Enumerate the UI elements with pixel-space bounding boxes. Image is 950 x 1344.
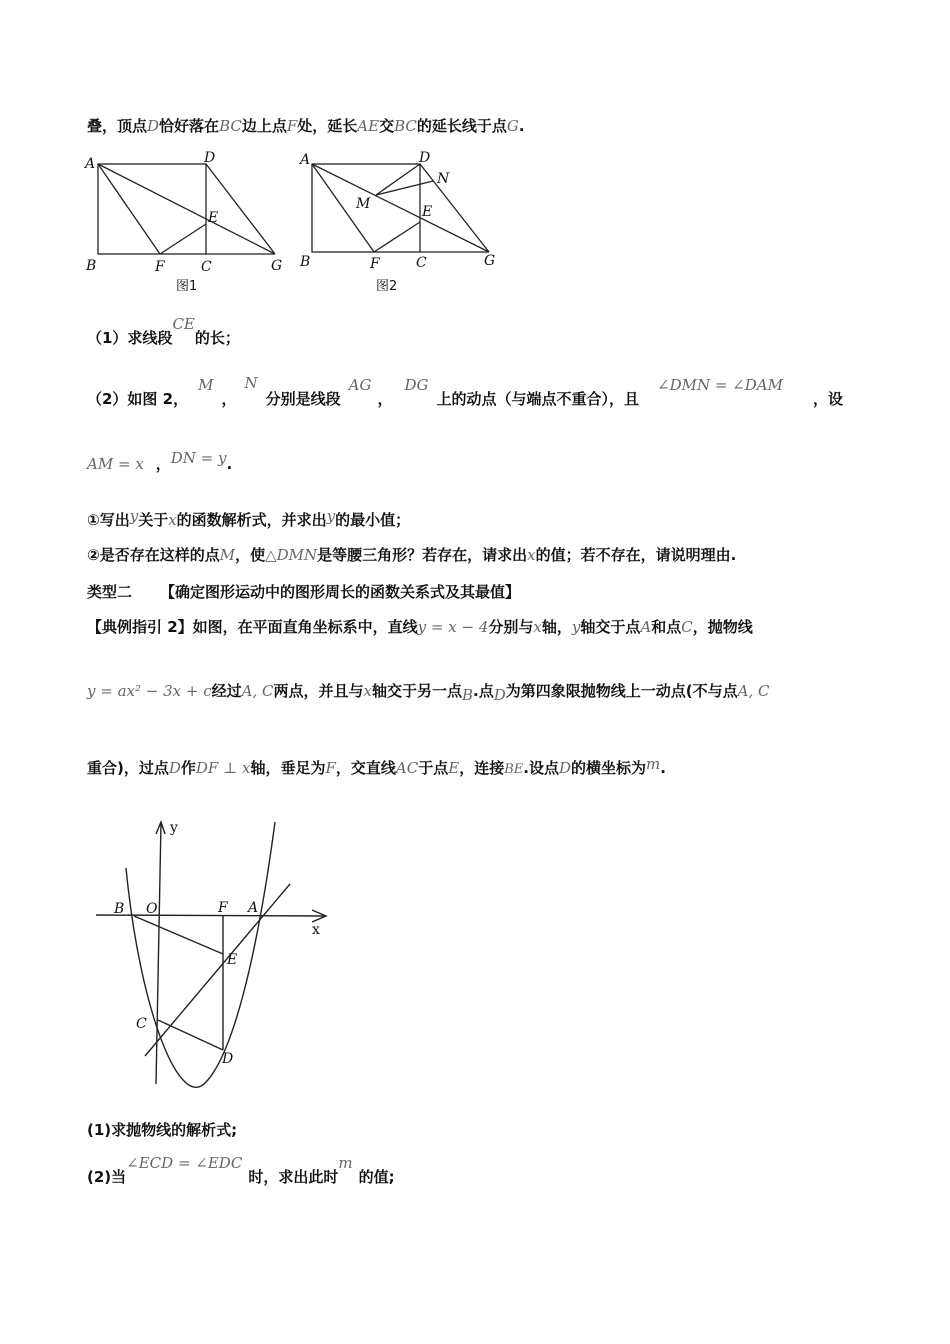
math: E xyxy=(448,759,460,777)
text: 重合)，过点 xyxy=(87,759,169,777)
question-2 xyxy=(87,374,843,409)
rectangle-abcd xyxy=(98,164,206,254)
text: (1)求抛物线的解析式; xyxy=(87,1121,238,1139)
math: y xyxy=(571,618,581,636)
label-c: C xyxy=(136,1016,147,1032)
math: AM = x xyxy=(87,455,144,473)
math: A xyxy=(640,618,652,636)
math: D xyxy=(147,117,160,135)
math: C xyxy=(681,618,693,636)
figure-1 xyxy=(82,150,292,300)
text: ，连接 xyxy=(459,759,505,777)
text: . xyxy=(660,759,666,777)
text: 经过 xyxy=(211,682,242,700)
math: y xyxy=(326,507,336,525)
label-b: B xyxy=(114,901,125,917)
math: BE xyxy=(504,762,524,777)
math: BC xyxy=(394,117,417,135)
math: AE xyxy=(357,117,380,135)
text: ， xyxy=(377,390,393,408)
label-e: E xyxy=(422,204,433,220)
math: y = x − 4 xyxy=(417,618,489,636)
text: 边上点 xyxy=(241,117,287,135)
text: 关于 xyxy=(138,511,169,529)
text: （2）如图 2， xyxy=(87,390,189,408)
text: 的延长线于点 xyxy=(416,117,507,135)
y-axis xyxy=(156,822,161,1084)
math: DF ⊥ x xyxy=(195,759,251,777)
text: 的长； xyxy=(194,329,240,347)
text: 时，求出此时 xyxy=(248,1168,339,1186)
math: A, C xyxy=(737,682,770,700)
label-f: F xyxy=(155,259,165,275)
text: 于点 xyxy=(418,759,449,777)
text: 的值；若不存在，请说明理由. xyxy=(535,546,737,564)
label-d: D xyxy=(419,150,431,166)
label-b: B xyxy=(86,258,97,274)
segment-md xyxy=(376,164,420,195)
text: ②是否存在这样的点 xyxy=(87,546,220,564)
math: F xyxy=(325,759,336,777)
text: 轴， xyxy=(541,618,572,636)
segment-af xyxy=(98,164,160,254)
text: ，抛物线 xyxy=(692,618,753,636)
text: 和点 xyxy=(651,618,682,636)
math: y = ax² − 3x + c xyxy=(87,682,212,700)
label-c: C xyxy=(416,255,427,271)
text: 的最小值； xyxy=(335,511,411,529)
text: 为第四象限抛物线上一动点(不与点 xyxy=(505,682,738,700)
math: x xyxy=(168,511,177,529)
text: 恰好落在 xyxy=(159,117,220,135)
math: D xyxy=(493,686,506,704)
math: A, C xyxy=(241,682,274,700)
text: 叠，顶点 xyxy=(87,117,148,135)
label-a: A xyxy=(248,900,259,916)
parabola-curve xyxy=(126,822,275,1087)
subquestion-2 xyxy=(87,545,736,565)
math: ∠DMN = ∠DAM xyxy=(657,376,783,394)
text: 轴交于点 xyxy=(580,618,641,636)
math: BC xyxy=(219,117,242,135)
math: y xyxy=(129,507,139,525)
label-m: M xyxy=(356,196,371,212)
label-b: B xyxy=(300,254,311,270)
type-label: 类型二 xyxy=(87,583,133,601)
figure-1-caption: 图1 xyxy=(176,279,198,294)
question-2-variables xyxy=(87,449,233,474)
text: 交 xyxy=(379,117,395,135)
text: 的值; xyxy=(358,1168,395,1186)
text: . xyxy=(518,117,525,135)
math: x xyxy=(363,682,372,700)
math: ∠ECD = ∠EDC xyxy=(126,1154,243,1172)
text: ，使 xyxy=(235,546,266,564)
math: △DMN xyxy=(265,546,318,564)
math: x xyxy=(527,546,536,564)
math: G xyxy=(506,117,519,135)
text: ，交直线 xyxy=(335,759,396,777)
text: .设点 xyxy=(523,759,559,777)
text: .点 xyxy=(473,682,494,700)
label-e: E xyxy=(208,210,219,226)
label-e: E xyxy=(227,952,238,968)
segment-fe xyxy=(160,224,206,254)
segment-be xyxy=(134,916,223,954)
text: （1）求线段 xyxy=(87,329,173,347)
label-f: F xyxy=(218,900,228,916)
text: . xyxy=(226,455,233,473)
math: x xyxy=(533,618,542,636)
math: M xyxy=(198,376,214,394)
label-g: G xyxy=(271,258,283,274)
text: 处，延长 xyxy=(297,117,358,135)
math: F xyxy=(286,117,298,135)
part-1 xyxy=(87,1120,237,1140)
math: AC xyxy=(395,759,419,777)
math: AG xyxy=(348,376,372,394)
segment-cd xyxy=(158,1020,223,1050)
segment-dg xyxy=(206,164,275,254)
text: 的函数解析式，并求出 xyxy=(176,511,327,529)
text: ， xyxy=(155,455,171,473)
type-title: 【确定图形运动中的图形周长的函数关系式及其最值】 xyxy=(160,583,521,601)
math: D xyxy=(558,759,571,777)
type-2-heading xyxy=(87,582,520,602)
label-x: x xyxy=(312,922,320,938)
text: ，设 xyxy=(812,390,843,408)
label-n: N xyxy=(437,171,450,187)
example-line-1 xyxy=(87,617,753,637)
label-d: D xyxy=(204,150,216,166)
text: 【典例指引 2】如图，在平面直角坐标系中，直线 xyxy=(87,618,418,636)
question-1 xyxy=(87,315,240,348)
label-o: O xyxy=(146,901,158,917)
text: 轴，垂足为 xyxy=(250,759,326,777)
math: DG xyxy=(404,376,429,394)
math: D xyxy=(168,759,181,777)
x-axis xyxy=(96,915,326,916)
subquestion-1 xyxy=(87,507,411,530)
text: 上的动点（与端点不重合），且 xyxy=(436,390,639,408)
math: m xyxy=(646,755,661,773)
label-a: A xyxy=(85,156,96,172)
text: 两点，并且与 xyxy=(273,682,364,700)
math: N xyxy=(244,374,258,392)
text: 轴交于另一点 xyxy=(371,682,462,700)
segment-ag xyxy=(98,164,275,254)
math: m xyxy=(338,1154,353,1172)
label-f: F xyxy=(370,256,380,272)
segment-fe xyxy=(374,222,420,252)
text: 分别与 xyxy=(488,618,534,636)
example-line-2 xyxy=(87,681,770,704)
text: ， xyxy=(221,390,237,408)
math: M xyxy=(219,546,236,564)
text: 分别是线段 xyxy=(265,390,341,408)
segment-mn xyxy=(376,181,433,195)
label-d: D xyxy=(222,1051,234,1067)
text: 作 xyxy=(180,759,196,777)
text: 的横坐标为 xyxy=(570,759,646,777)
figure-2 xyxy=(296,150,506,300)
text: 是等腰三角形？若存在，请求出 xyxy=(317,546,528,564)
label-a: A xyxy=(300,152,311,168)
figure-parabola xyxy=(90,812,340,1092)
part-2 xyxy=(87,1154,395,1187)
label-c: C xyxy=(201,259,212,275)
text: ①写出 xyxy=(87,511,130,529)
figure-2-caption: 图2 xyxy=(376,279,398,294)
math: DN = y xyxy=(170,449,227,467)
math: CE xyxy=(172,315,195,333)
label-y: y xyxy=(170,820,178,836)
label-g: G xyxy=(484,253,496,269)
math: B xyxy=(461,686,474,704)
example-line-3 xyxy=(87,755,666,780)
text: (2)当 xyxy=(87,1168,127,1186)
intro-line xyxy=(87,116,525,136)
